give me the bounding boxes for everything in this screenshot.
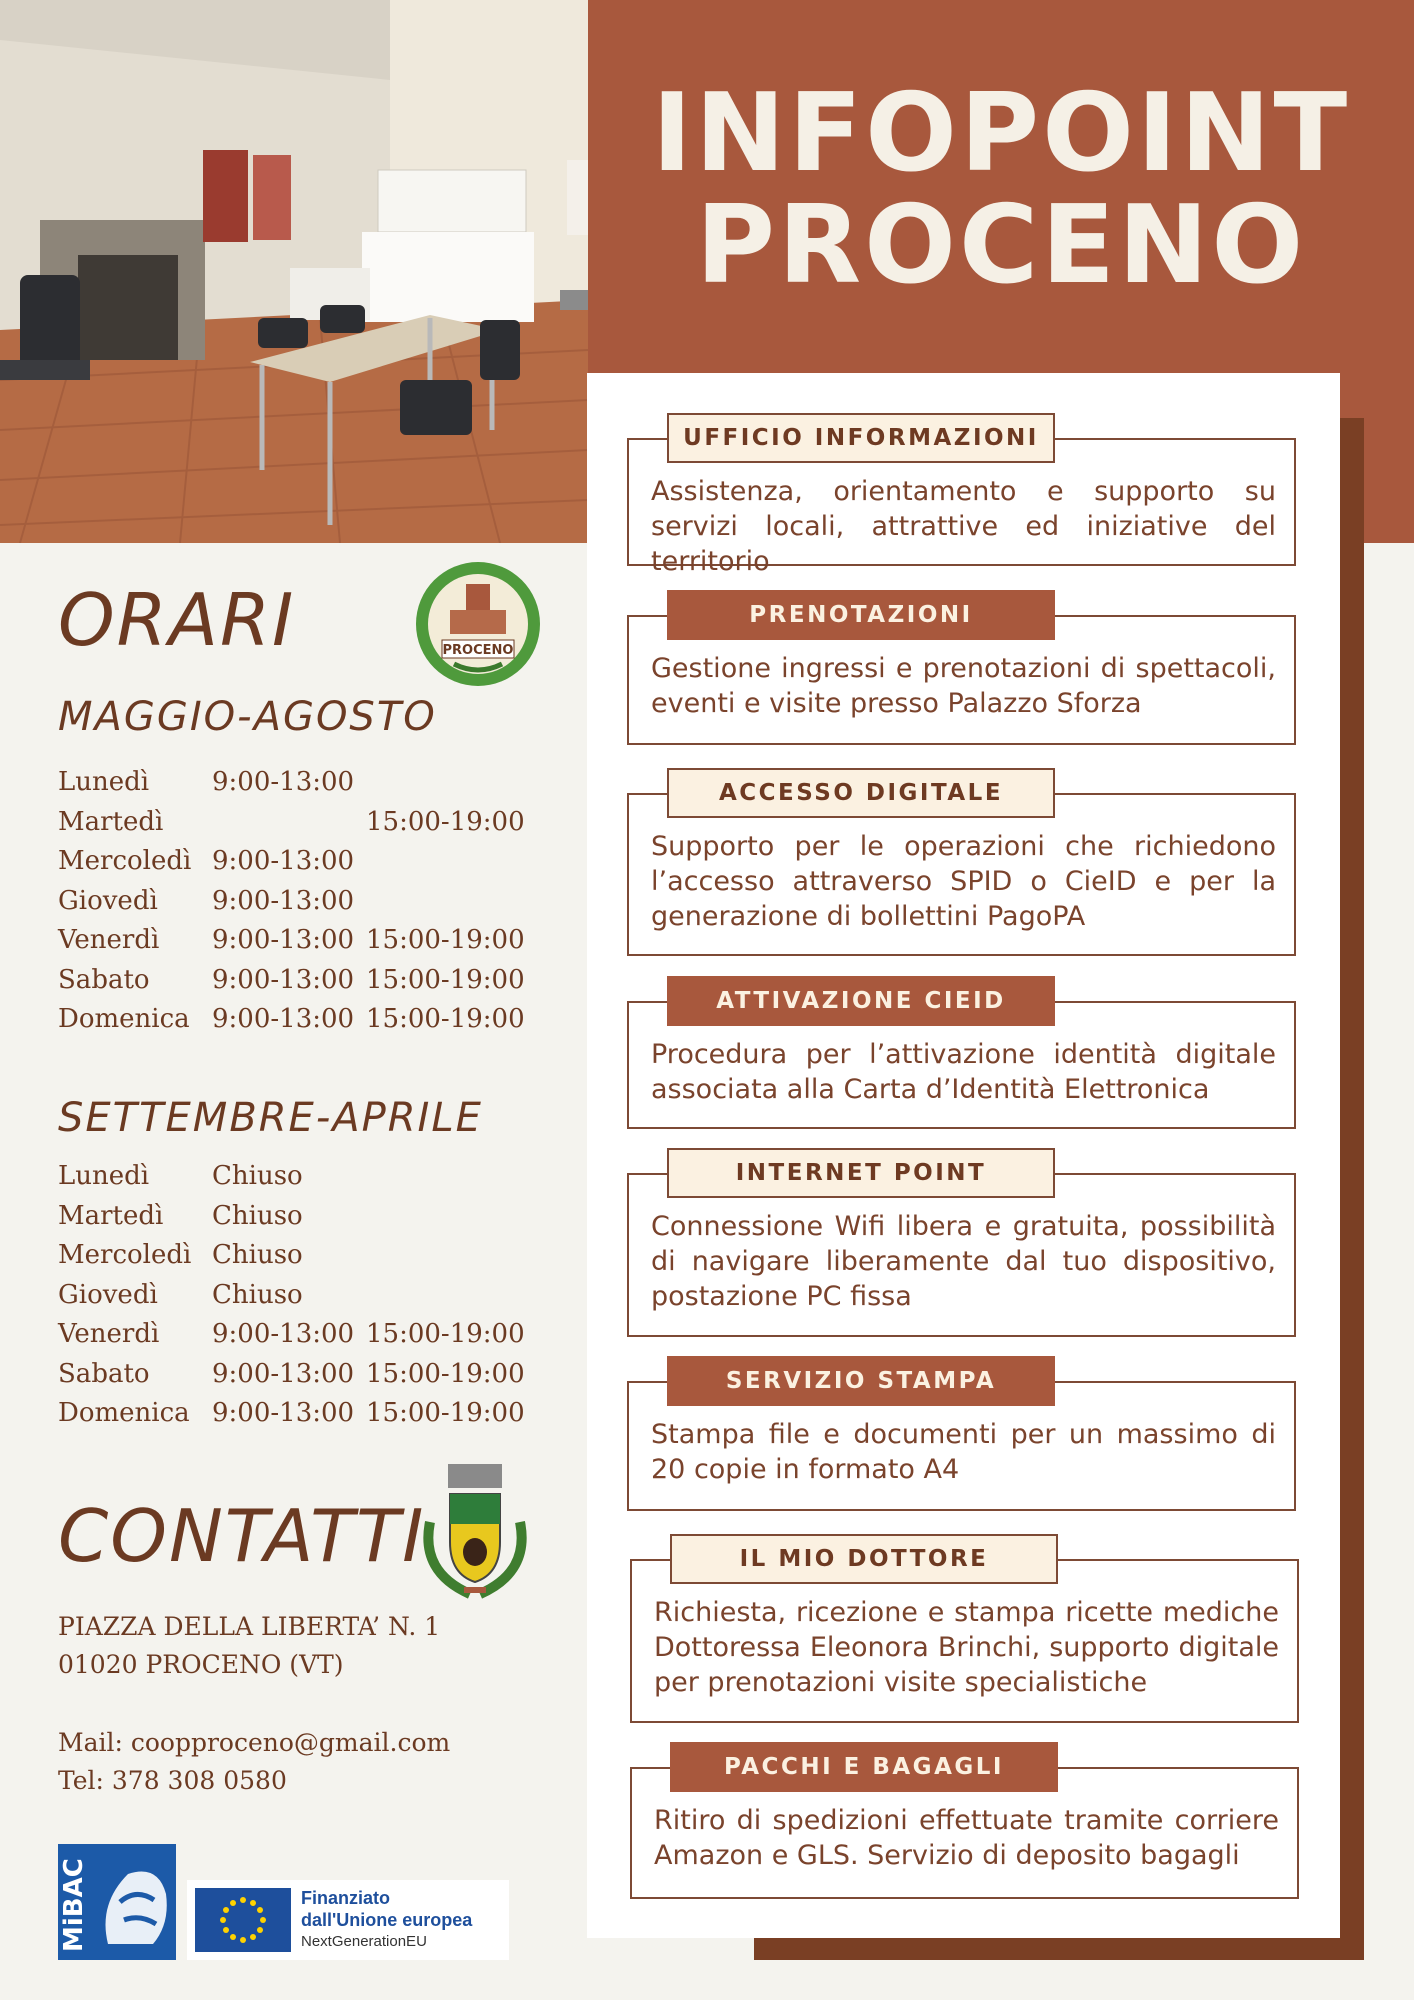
- address-block: [58, 1608, 440, 1684]
- title-line-2: PROCENO: [695, 183, 1307, 308]
- schedule-row: [58, 1319, 528, 1359]
- eu-text: [301, 1887, 472, 1953]
- afternoon-hours: 15:00-19:00: [366, 1398, 525, 1428]
- afternoon-hours: 15:00-19:00: [366, 806, 525, 837]
- afternoon-hours: 15:00-19:00: [366, 925, 525, 955]
- afternoon-hours: 15:00-19:00: [366, 1004, 525, 1034]
- address-line-1: PIAZZA DELLA LIBERTA’ N. 1: [58, 1612, 441, 1641]
- morning-hours: Chiuso: [212, 1161, 303, 1191]
- morning-hours: 9:00-13:00: [212, 885, 355, 916]
- service-il-mio-dottore: [630, 1534, 1299, 1721]
- service-pacchi-e-bagagli: [630, 1742, 1299, 1899]
- day-label: Martedì: [58, 806, 164, 837]
- summer-schedule: [58, 767, 528, 1044]
- coop-proceno-logo: [414, 560, 542, 688]
- schedule-row: [58, 1359, 528, 1399]
- schedule-row: [58, 925, 528, 965]
- service-tag: ACCESSO DIGITALE: [667, 768, 1055, 818]
- service-description: Gestione ingressi e prenotazioni di spettacoli, eventi e visite presso Palazzo Sforza: [627, 615, 1296, 745]
- schedule-row: [58, 846, 528, 886]
- address-line-2: 01020 PROCENO (VT): [58, 1650, 344, 1679]
- email-link[interactable]: Mail: coopproceno@gmail.com: [58, 1728, 451, 1757]
- service-prenotazioni: [627, 590, 1296, 745]
- service-tag: INTERNET POINT: [667, 1148, 1055, 1198]
- day-label: Giovedì: [58, 885, 158, 916]
- morning-hours: Chiuso: [212, 1279, 303, 1310]
- service-accesso-digitale: [627, 768, 1296, 953]
- service-servizio-stampa: [627, 1356, 1296, 1513]
- schedule-row: [58, 1201, 528, 1241]
- day-label: Domenica: [58, 1004, 190, 1034]
- day-label: Sabato: [58, 964, 150, 995]
- afternoon-hours: 15:00-19:00: [366, 1358, 525, 1389]
- schedule-row: [58, 1004, 528, 1044]
- day-label: Martedì: [58, 1200, 164, 1231]
- service-description: Procedura per l’attivazione identità digitale associata alla Carta d’Identità Elettronica: [627, 1001, 1296, 1129]
- service-tag: SERVIZIO STAMPA: [667, 1356, 1055, 1406]
- schedule-row: [58, 886, 528, 926]
- schedule-row: [58, 807, 528, 847]
- service-description: Supporto per le operazioni che richiedono l’accesso attraverso SPID o CieID e per la generazione di bollettini PagoPA: [627, 793, 1296, 956]
- morning-hours: 9:00-13:00: [212, 1398, 355, 1428]
- schedule-row: [58, 1240, 528, 1280]
- morning-hours: 9:00-13:00: [212, 964, 355, 995]
- summer-heading: MAGGIO-AGOSTO: [58, 694, 437, 740]
- morning-hours: Chiuso: [212, 1200, 303, 1231]
- day-label: Domenica: [58, 1398, 190, 1428]
- service-description: Richiesta, ricezione e stampa ricette mediche Dottoressa Eleonora Brinchi, supporto digitale per prenotazioni visite specialistiche: [630, 1559, 1299, 1723]
- day-label: Lunedì: [58, 1161, 150, 1191]
- schedule-row: [58, 965, 528, 1005]
- coop-logo-label: PROCENO: [442, 643, 514, 658]
- contatti-heading: CONTATTI: [58, 1494, 426, 1578]
- service-ufficio-informazioni: [627, 413, 1296, 577]
- service-tag: PACCHI E BAGAGLI: [670, 1742, 1058, 1792]
- service-tag: ATTIVAZIONE CIEID: [667, 976, 1055, 1026]
- service-tag: IL MIO DOTTORE: [670, 1534, 1058, 1584]
- eu-line-2: dall'Unione europea: [301, 1910, 473, 1930]
- day-label: Sabato: [58, 1358, 150, 1389]
- eu-flag-icon: [195, 1888, 291, 1952]
- page-title: [588, 71, 1414, 308]
- service-attivazione-cieid: [627, 976, 1296, 1131]
- morning-hours: 9:00-13:00: [212, 767, 355, 797]
- schedule-row: [58, 1280, 528, 1320]
- morning-hours: 9:00-13:00: [212, 1358, 355, 1389]
- morning-hours: 9:00-13:00: [212, 1004, 355, 1034]
- afternoon-hours: 15:00-19:00: [366, 1319, 525, 1349]
- afternoon-hours: 15:00-19:00: [366, 964, 525, 995]
- service-tag: UFFICIO INFORMAZIONI: [667, 413, 1055, 463]
- schedule-row: [58, 1398, 528, 1438]
- morning-hours: 9:00-13:00: [212, 846, 355, 876]
- service-description: Ritiro di spedizioni effettuate tramite corriere Amazon e GLS. Servizio di deposito bagagli: [630, 1767, 1299, 1899]
- eu-line-1: Finanziato: [301, 1888, 390, 1908]
- service-internet-point: [627, 1148, 1296, 1335]
- schedule-row: [58, 1161, 528, 1201]
- mibac-logo: [58, 1844, 176, 1960]
- mibac-label: MiBAC: [59, 1858, 89, 1952]
- day-label: Mercoledì: [58, 846, 192, 876]
- service-description: Connessione Wifi libera e gratuita, possibilità di navigare liberamente dal tuo dispositivo, postazione PC fissa: [627, 1173, 1296, 1337]
- winter-schedule: [58, 1161, 528, 1438]
- eu-line-3: NextGenerationEU: [301, 1933, 427, 1950]
- winter-heading: SETTEMBRE-APRILE: [58, 1095, 483, 1141]
- day-label: Venerdì: [58, 925, 160, 955]
- eu-funding-logo: [187, 1880, 509, 1960]
- title-line-1: INFOPOINT: [651, 71, 1351, 196]
- phone-number[interactable]: Tel: 378 308 0580: [58, 1766, 287, 1795]
- morning-hours: Chiuso: [212, 1240, 303, 1270]
- morning-hours: 9:00-13:00: [212, 1319, 355, 1349]
- service-description: Stampa file e documenti per un massimo di 20 copie in formato A4: [627, 1381, 1296, 1511]
- contact-block: [58, 1724, 450, 1800]
- morning-hours: 9:00-13:00: [212, 925, 355, 955]
- orari-heading: ORARI: [58, 578, 296, 662]
- municipal-crest-icon: [420, 1462, 530, 1604]
- office-photo: [0, 0, 588, 543]
- day-label: Mercoledì: [58, 1240, 192, 1270]
- day-label: Lunedì: [58, 767, 150, 797]
- services-card: [587, 373, 1340, 1938]
- day-label: Venerdì: [58, 1319, 160, 1349]
- service-tag: PRENOTAZIONI: [667, 590, 1055, 640]
- service-description: Assistenza, orientamento e supporto su servizi locali, attrattive ed iniziative del territorio: [627, 438, 1296, 566]
- day-label: Giovedì: [58, 1279, 158, 1310]
- schedule-row: [58, 767, 528, 807]
